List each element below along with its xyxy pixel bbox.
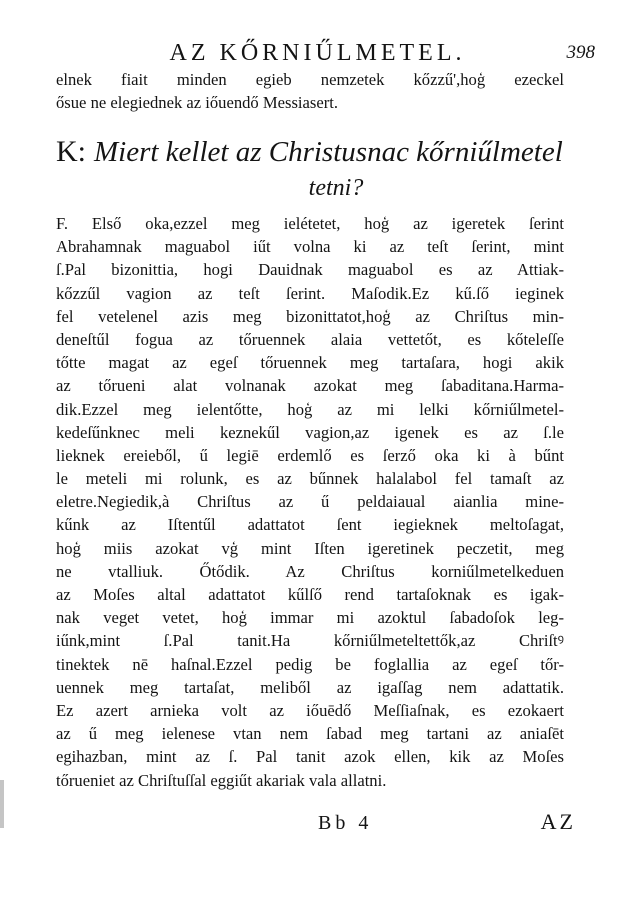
question-heading-line: tetni?	[308, 175, 364, 201]
text-line: nak veget vetet, hoģ immar mi azoktul ſabadoſok leg-	[56, 608, 564, 628]
binding-shadow	[0, 780, 4, 828]
text-line: ősue ne elegiednek az iőuendő Messiasert.	[56, 93, 338, 113]
text-line: kűnk az Iſtentűl adattatot ſent iegieknek meltoſagat,	[56, 515, 564, 535]
text-line: eletre.Negiedik,à Chriſtus az ű peldaiaual aianlia mine-	[56, 492, 564, 512]
text-line: dik.Ezzel meg ielentőtte, hoģ az mi lelki kőrniűlmetel-	[56, 399, 564, 419]
text-line: deneſtűl fogua az tőruennek alaia vettetőt, es kőteleſſe	[56, 329, 564, 349]
intro-paragraph	[56, 68, 564, 114]
answer-paragraph	[56, 212, 564, 792]
text-line: lieknek ereieből, ű legiē erdemlő es ſerző oka ki à bűnt	[56, 445, 564, 465]
question-marker: K:	[56, 135, 86, 168]
text-line: kedeſűnknec meli keznekűl vagion,az igenek es az ſ.le	[56, 422, 564, 442]
text-line: le meteli mi rolunk, es az bűnnek halalabol fel tamaſt az	[56, 469, 564, 489]
text-line: fel vetelenel azis meg bizonittatot,hoģ az Chriſtus min-	[56, 306, 564, 326]
page-footer	[56, 809, 576, 842]
text-line: ſ.Pal bizonittia, hogi Dauidnak maguabol es az Attiak-	[56, 260, 564, 280]
text-line: egihazban, mint az ſ. Pal tanit azok ellen, kik az Moſes	[56, 747, 564, 767]
question-text: Miert kellet az Christusnac kőrniűlmetel	[94, 136, 563, 168]
text-line: az tőrueni alat volnanak azokat meg ſabaditana.Harma-	[56, 376, 564, 396]
text-line: Ez azert arnieka volt az iőuēdő Meſſiaſnak, es ezokaert	[56, 700, 564, 720]
text-line: kőzzűl vagion az teſt ſerint. Maſodik.Ez kű.ſő ieginek	[56, 283, 564, 303]
text-line: az ű meg ielenese vtan nem ſabad meg tartani az aniaſēt	[56, 724, 564, 744]
page-number: 398	[566, 42, 595, 63]
text-line: tinektek nē haſnal.Ezzel pedig be foglallia az egeſ tőr-	[56, 654, 564, 674]
text-line: tőtte magat az egeſ tőruennek meg tartaſara, hogi akik	[56, 353, 564, 373]
text-line: uennek meg tartaſat, meliből az igaſſag nem adattatik.	[56, 677, 564, 697]
running-head	[40, 40, 595, 68]
text-line: elnek fiait minden egieb nemzetek kőzzű',hoģ ezeckel	[56, 70, 564, 89]
running-title: AZ KŐRNIŰLMETEL.	[169, 40, 466, 66]
text-line: iűnk,mint ſ.Pal tanit.Ha kőrniűlmeteltettők,az Chriſtꝰ	[56, 631, 564, 651]
question-heading-line	[56, 132, 576, 172]
text-line: hoģ miis azokat vģ mint Iſten igeretinek peczetit, meg	[56, 538, 564, 558]
text-line: ne vtalliuk. Őtődik. Az Chriſtus korniűlmetelkeduen	[56, 561, 564, 581]
signature-mark: Bb 4	[318, 812, 373, 834]
text-line: az Moſes altal adattatot kűlſő rend tartaſoknak es igak-	[56, 585, 564, 604]
text-line: tőrueniet az Chriſtuſſal eggiűt akariak vala allatni.	[56, 770, 387, 790]
question-heading	[56, 132, 576, 204]
text-line: F. Első oka,ezzel meg ielétetet, hoģ az igeretek ſerint	[56, 214, 564, 233]
catchword: AZ	[540, 809, 576, 834]
text-line: Abrahamnak maguabol iűt volna ki az teſt ſerint, mint	[56, 237, 564, 257]
